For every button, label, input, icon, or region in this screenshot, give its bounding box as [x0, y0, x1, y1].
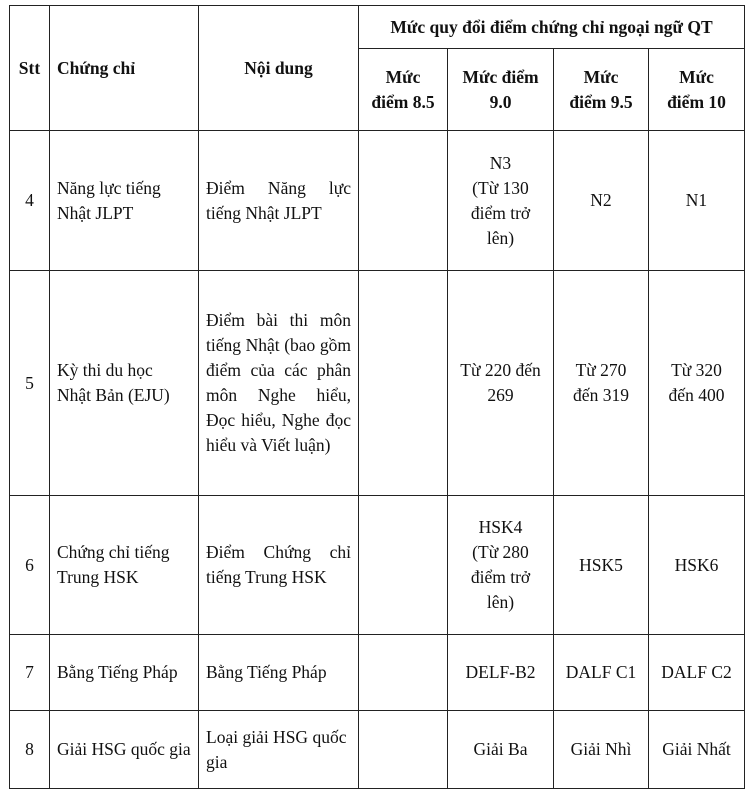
cell-line: đến 400: [668, 385, 725, 405]
header-content: Nội dung: [199, 6, 359, 131]
header-lvl95-line: điểm 9.5: [569, 91, 633, 112]
cell-line: HSK4: [478, 517, 523, 537]
cell-line: Từ 270: [575, 360, 627, 380]
header-lvl85-line: điểm 8.5: [371, 91, 435, 112]
cell-lvl90: [448, 131, 554, 271]
cell-lvl10: HSK6: [649, 496, 745, 635]
header-lvl85: [359, 49, 448, 131]
cell-lvl95: HSK5: [554, 496, 649, 635]
header-lvl10-line: Mức: [679, 66, 714, 87]
header-lvl95: [554, 49, 649, 131]
cell-line: lên): [486, 227, 515, 248]
cell-line: Từ 320: [671, 360, 722, 380]
table-row: [10, 635, 745, 711]
cell-cert: Bằng Tiếng Pháp: [50, 635, 199, 711]
cell-lvl95: [554, 271, 649, 496]
cell-stt: 4: [10, 131, 50, 271]
cell-cert: Chứng chỉ tiếng Trung HSK: [50, 496, 199, 635]
header-lvl90-line: 9.0: [489, 91, 512, 112]
cell-line: (Từ 130: [472, 177, 529, 198]
cell-lvl95: Giải Nhì: [554, 711, 649, 789]
cell-lvl85: [359, 271, 448, 496]
cell-stt: 6: [10, 496, 50, 635]
cell-cert: Năng lực tiếng Nhật JLPT: [50, 131, 199, 271]
cell-lvl90: [448, 271, 554, 496]
cell-line: Từ 220 đến: [460, 360, 541, 380]
cell-stt: 7: [10, 635, 50, 711]
cell-lvl85: [359, 635, 448, 711]
cell-lvl85: [359, 131, 448, 271]
cell-line: (Từ 280: [472, 542, 529, 562]
header-cert: Chứng chỉ: [50, 6, 199, 131]
table-row: [10, 131, 745, 271]
cell-line: điểm trở: [470, 567, 531, 587]
cell-stt: 8: [10, 711, 50, 789]
cell-line: lên): [486, 592, 515, 612]
cell-content: Loại giải HSG quốc gia: [199, 711, 359, 789]
cell-cert: Giải HSG quốc gia: [50, 711, 199, 789]
cell-content: Bằng Tiếng Pháp: [199, 635, 359, 711]
cell-lvl10: DALF C2: [649, 635, 745, 711]
cell-content: Điểm bài thi môn tiếng Nhật (bao gồm điểm của các phân môn Nghe hiểu, Đọc hiểu, Nghe đọc hiểu và Viết luận): [199, 271, 359, 496]
header-lvl10: [649, 49, 745, 131]
cell-lvl95: DALF C1: [554, 635, 649, 711]
cell-lvl90: Giải Ba: [448, 711, 554, 789]
cell-stt: 5: [10, 271, 50, 496]
header-lvl10-line: điểm 10: [667, 91, 726, 112]
cell-lvl90: DELF-B2: [448, 635, 554, 711]
cell-lvl90: [448, 496, 554, 635]
header-lvl95-line: Mức: [583, 66, 619, 87]
header-group: Mức quy đổi điểm chứng chỉ ngoại ngữ QT: [359, 6, 745, 49]
header-lvl85-line: Mức: [385, 66, 421, 87]
cell-lvl10: Giải Nhất: [649, 711, 745, 789]
cell-line: 269: [487, 385, 514, 405]
cell-lvl10: N1: [649, 131, 745, 271]
header-lvl90: [448, 49, 554, 131]
conversion-table: [9, 5, 745, 789]
header-lvl90-line: Mức điểm: [462, 66, 539, 87]
table-row: [10, 271, 745, 496]
cell-content: Điểm Chứng chỉ tiếng Trung HSK: [199, 496, 359, 635]
cell-line: điểm trở: [470, 202, 531, 223]
cell-lvl95: N2: [554, 131, 649, 271]
cell-content: Điểm Năng lực tiếng Nhật JLPT: [199, 131, 359, 271]
cell-line: đến 319: [573, 385, 629, 405]
table-row: [10, 711, 745, 789]
header-stt: Stt: [10, 6, 50, 131]
cell-lvl10: [649, 271, 745, 496]
table-row: [10, 496, 745, 635]
cell-lvl85: [359, 711, 448, 789]
cell-line: N3: [489, 152, 512, 173]
header-row-1: [10, 6, 745, 49]
cell-lvl85: [359, 496, 448, 635]
cell-cert: Kỳ thi du học Nhật Bản (EJU): [50, 271, 199, 496]
